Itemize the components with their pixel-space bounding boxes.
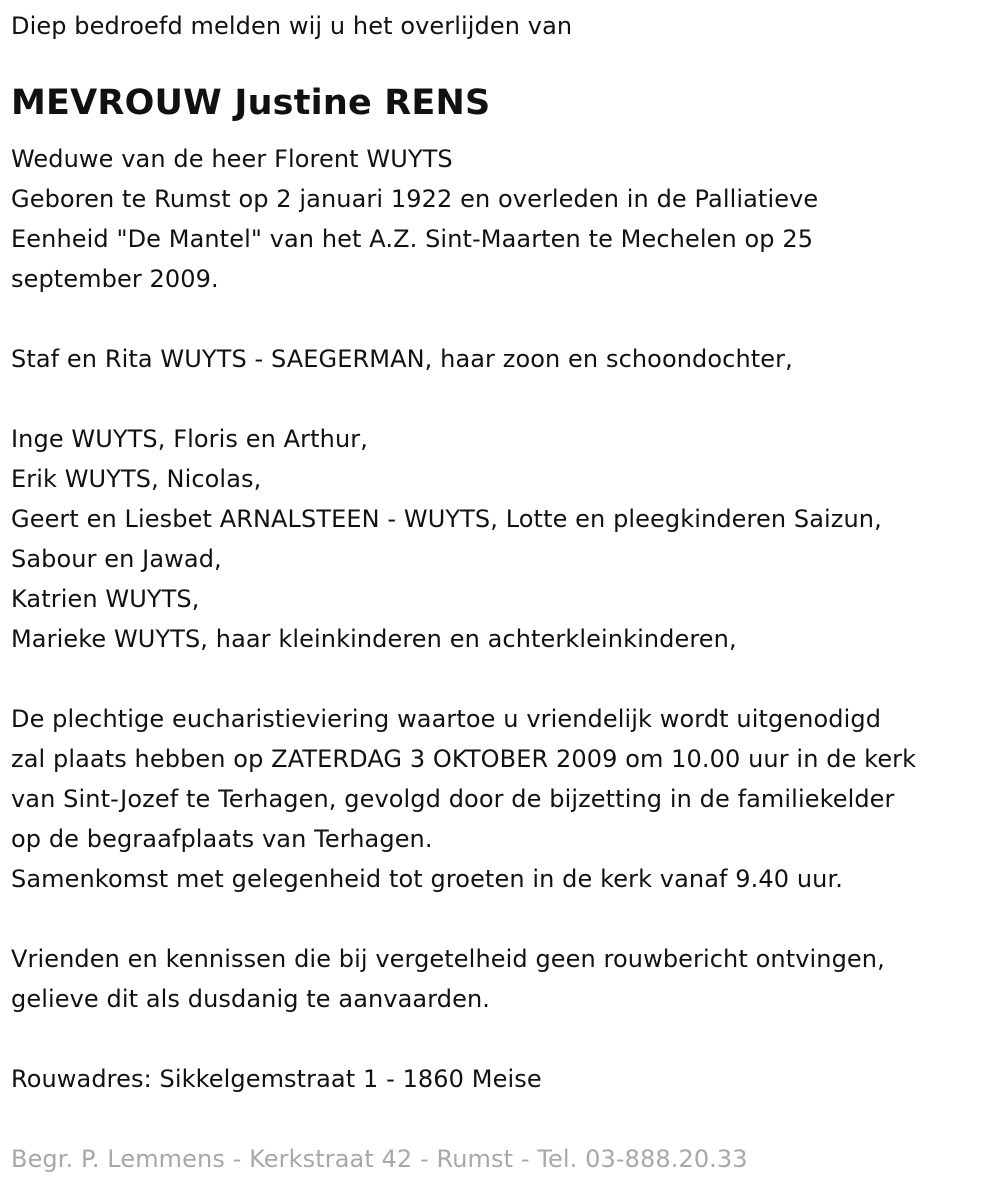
mourning-address: Rouwadres: Sikkelgemstraat 1 - 1860 Meise [11,1065,542,1093]
deceased-name: MEVROUW Justine RENS [11,83,491,123]
spacer [11,379,996,419]
spacer [11,1099,996,1139]
spacer [11,899,996,939]
details-block [11,139,996,299]
ceremony-line: De plechtige eucharistieviering waartoe u vriendelijk wordt uitgenodigd [11,705,882,733]
ceremony-line: van Sint-Jozef te Terhagen, gevolgd door de bijzetting in de familiekelder [11,785,895,813]
ceremony-block [11,699,996,899]
intro-text: Diep bedroefd melden wij u het overlijden van [11,12,573,40]
grandchild-line: Erik WUYTS, Nicolas, [11,465,262,493]
ceremony-line: Samenkomst met gelegenheid tot groeten in de kerk vanaf 9.40 uur. [11,865,843,893]
children-line: Staf en Rita WUYTS - SAEGERMAN, haar zoon en schoondochter, [11,345,793,373]
obituary-notice [11,6,996,1179]
grandchildren-block [11,419,996,659]
notice-line: gelieve dit als dusdanig te aanvaarden. [11,985,491,1013]
grandchild-line: Marieke WUYTS, haar kleinkinderen en achterkleinkinderen, [11,625,737,653]
notice-line: Vrienden en kennissen die bij vergetelheid geen rouwbericht ontvingen, [11,945,885,973]
grandchild-line: Sabour en Jawad, [11,545,222,573]
detail-line: september 2009. [11,265,219,293]
detail-line: Geboren te Rumst op 2 januari 1922 en overleden in de Palliatieve [11,185,819,213]
funeral-director-footer: Begr. P. Lemmens - Kerkstraat 42 - Rumst - Tel. 03-888.20.33 [11,1145,748,1173]
ceremony-line: zal plaats hebben op ZATERDAG 3 OKTOBER 2009 om 10.00 uur in de kerk [11,745,917,773]
grandchild-line: Geert en Liesbet ARNALSTEEN - WUYTS, Lotte en pleegkinderen Saizun, [11,505,882,533]
grandchild-line: Katrien WUYTS, [11,585,200,613]
detail-line: Eenheid "De Mantel" van het A.Z. Sint-Maarten te Mechelen op 25 [11,225,814,253]
notice-block [11,939,996,1019]
grandchild-line: Inge WUYTS, Floris en Arthur, [11,425,368,453]
ceremony-line: op de begraafplaats van Terhagen. [11,825,433,853]
detail-line: Weduwe van de heer Florent WUYTS [11,145,453,173]
spacer [11,659,996,699]
spacer [11,299,996,339]
spacer [11,1019,996,1059]
